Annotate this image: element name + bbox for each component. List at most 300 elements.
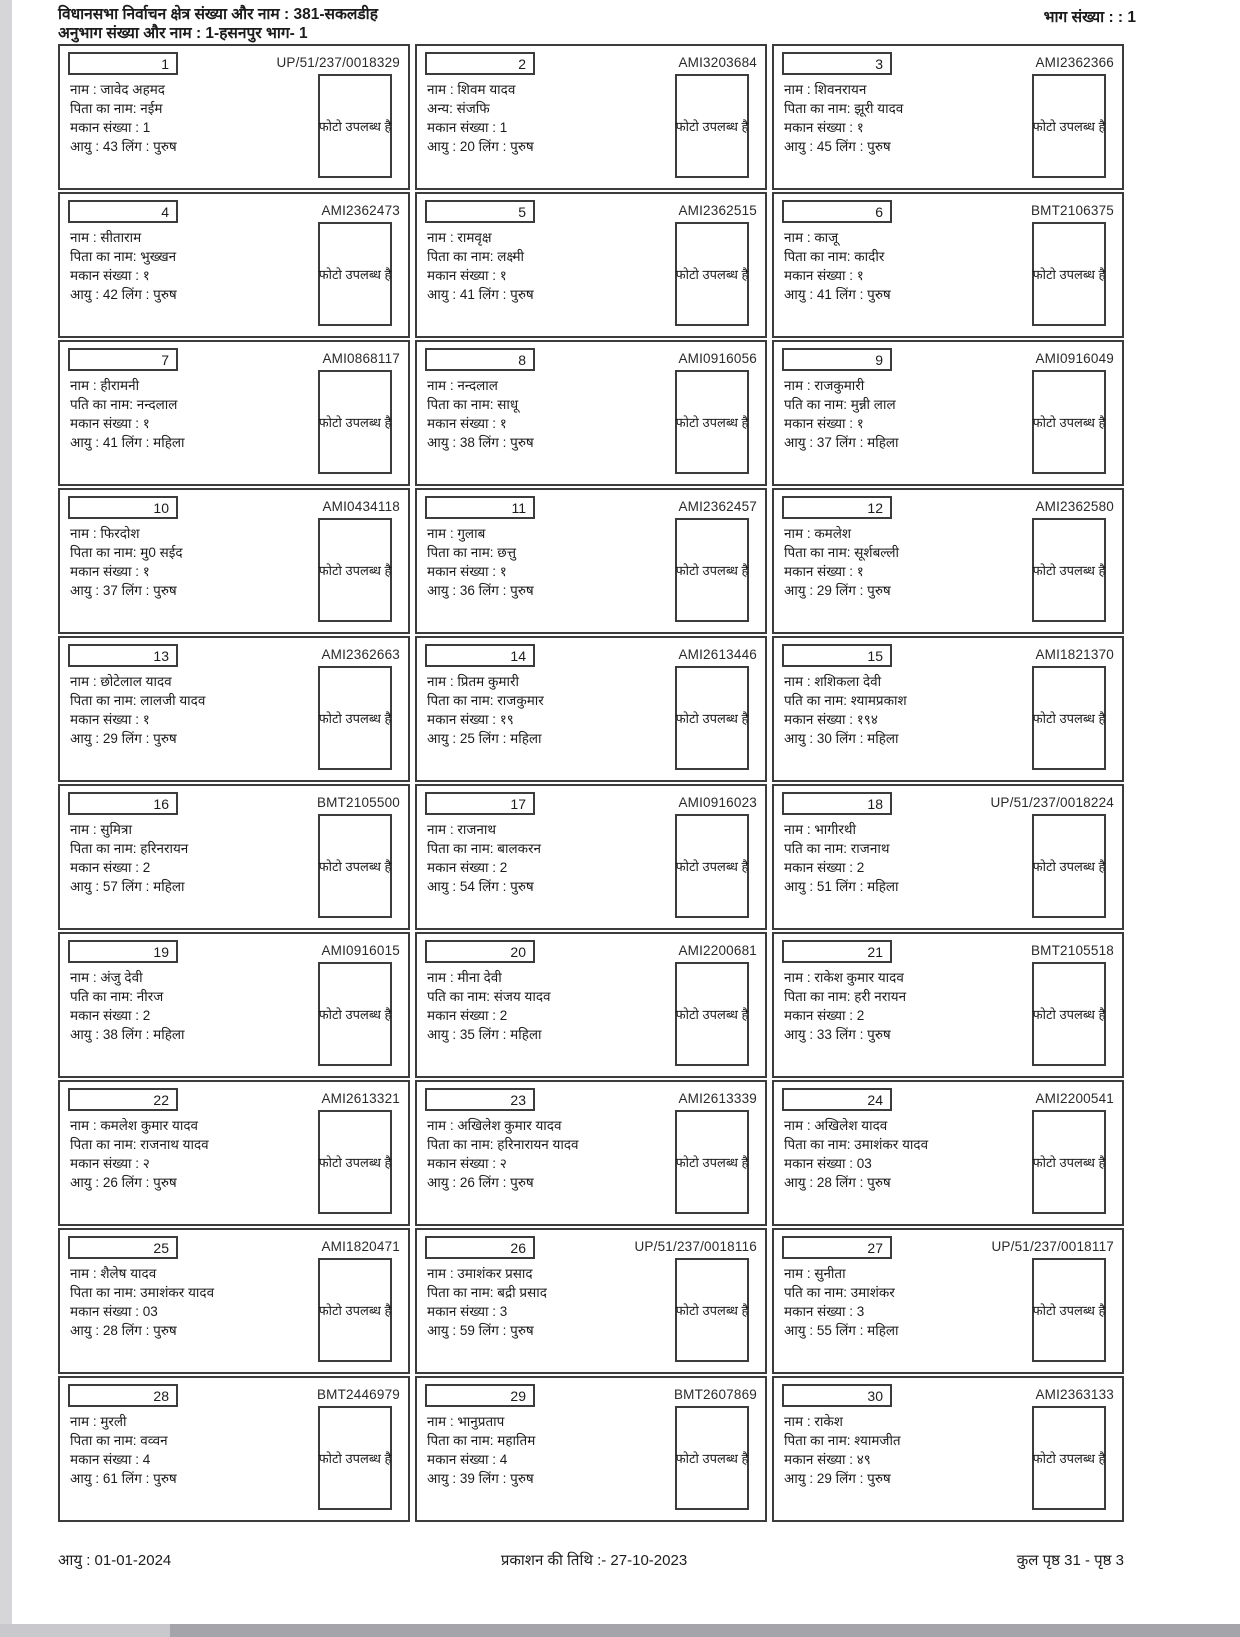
house-number: मकान संख्या : 2 xyxy=(70,860,151,875)
age-gender: आयु : 37 लिंग : पुरुष xyxy=(70,583,177,598)
voter-details xyxy=(784,968,1022,1044)
voter-id: AMI2200541 xyxy=(1035,1091,1114,1106)
footer-age-date: आयु : 01-01-2024 xyxy=(58,1552,172,1569)
photo-placeholder xyxy=(318,518,392,622)
voter-card xyxy=(772,636,1124,782)
voter-name: नाम : मीना देवी xyxy=(427,970,502,985)
voter-card xyxy=(772,192,1124,338)
voter-id: AMI2362366 xyxy=(1035,55,1114,70)
photo-placeholder xyxy=(318,1110,392,1214)
serial-number: 6 xyxy=(875,203,883,220)
serial-number: 25 xyxy=(153,1239,169,1256)
voter-details xyxy=(784,524,1022,600)
voter-id: AMI0916049 xyxy=(1035,351,1114,366)
photo-available-label: फोटो उपलब्ध है xyxy=(675,563,749,578)
serial-number: 10 xyxy=(153,499,169,516)
serial-number-box xyxy=(425,200,535,223)
voter-name: नाम : शिवम यादव xyxy=(427,82,516,97)
age-gender: आयु : 41 लिंग : महिला xyxy=(70,435,185,450)
serial-number: 16 xyxy=(153,795,169,812)
page-footer xyxy=(58,1550,1124,1570)
relation-name: पिता का नाम: मु0 सईद xyxy=(70,545,183,560)
relation-name: पिता का नाम: भुख्खन xyxy=(70,249,177,264)
photo-available-label: फोटो उपलब्ध है xyxy=(1032,711,1106,726)
voter-details xyxy=(784,80,1022,156)
photo-available-label: फोटो उपलब्ध है xyxy=(1032,563,1106,578)
serial-number: 3 xyxy=(875,55,883,72)
photo-placeholder xyxy=(1032,1110,1106,1214)
relation-name: पिता का नाम: हरिनरायन xyxy=(70,841,189,856)
relation-name: पिता का नाम: झूरी यादव xyxy=(784,101,904,116)
serial-number-box xyxy=(68,1236,178,1259)
serial-number: 8 xyxy=(518,351,526,368)
serial-number-box xyxy=(782,496,892,519)
age-gender: आयु : 51 लिंग : महिला xyxy=(784,879,899,894)
relation-name: पिता का नाम: छत्तु xyxy=(427,545,517,560)
part-number-label: भाग संख्या : : 1 xyxy=(1043,9,1136,26)
serial-number-box xyxy=(68,52,178,75)
serial-number: 4 xyxy=(161,203,169,220)
house-number: मकान संख्या : १९४ xyxy=(784,712,878,727)
age-gender: आयु : 36 लिंग : पुरुष xyxy=(427,583,534,598)
voter-details xyxy=(784,228,1022,304)
photo-placeholder xyxy=(1032,1258,1106,1362)
voter-id: AMI2613446 xyxy=(678,647,757,662)
age-gender: आयु : 29 लिंग : पुरुष xyxy=(70,731,177,746)
voter-id: AMI2362663 xyxy=(321,647,400,662)
photo-available-label: फोटो उपलब्ध है xyxy=(318,711,392,726)
voter-id: AMI2613339 xyxy=(678,1091,757,1106)
serial-number: 23 xyxy=(510,1091,526,1108)
house-number: मकान संख्या : १९ xyxy=(427,712,514,727)
voter-name: नाम : रामवृक्ष xyxy=(427,230,492,245)
serial-number-box xyxy=(68,940,178,963)
serial-number: 5 xyxy=(518,203,526,220)
relation-name: पति का नाम: नन्दलाल xyxy=(70,397,178,412)
age-gender: आयु : 43 लिंग : पुरुष xyxy=(70,139,177,154)
house-number: मकान संख्या : 03 xyxy=(784,1156,872,1171)
voter-name: नाम : फिरदोश xyxy=(70,526,140,541)
voter-name: नाम : मुरली xyxy=(70,1414,127,1429)
photo-placeholder xyxy=(318,1258,392,1362)
voter-id: AMI2362515 xyxy=(678,203,757,218)
voter-name: नाम : अखिलेश कुमार यादव xyxy=(427,1118,562,1133)
serial-number-box xyxy=(425,52,535,75)
voter-card xyxy=(415,488,767,634)
photo-available-label: फोटो उपलब्ध है xyxy=(675,415,749,430)
photo-placeholder xyxy=(1032,370,1106,474)
serial-number-box xyxy=(782,52,892,75)
scan-bottom-bar-artifact xyxy=(0,1624,1240,1637)
voter-card xyxy=(772,932,1124,1078)
photo-placeholder xyxy=(1032,1406,1106,1510)
age-gender: आयु : 30 लिंग : महिला xyxy=(784,731,899,746)
photo-available-label: फोटो उपलब्ध है xyxy=(318,563,392,578)
age-gender: आयु : 39 लिंग : पुरुष xyxy=(427,1471,534,1486)
serial-number-box xyxy=(425,1088,535,1111)
voter-details xyxy=(784,820,1022,896)
serial-number-box xyxy=(782,1384,892,1407)
voter-card xyxy=(415,1228,767,1374)
house-number: मकान संख्या : 1 xyxy=(70,120,151,135)
voter-name: नाम : शशिकला देवी xyxy=(784,674,882,689)
voter-details xyxy=(427,80,665,156)
voter-name: नाम : सुमित्रा xyxy=(70,822,132,837)
photo-available-label: फोटो उपलब्ध है xyxy=(675,1451,749,1466)
voter-details xyxy=(70,1412,308,1488)
serial-number-box xyxy=(68,644,178,667)
serial-number: 1 xyxy=(161,55,169,72)
photo-available-label: फोटो उपलब्ध है xyxy=(1032,859,1106,874)
house-number: मकान संख्या : २ xyxy=(427,1156,507,1171)
serial-number: 19 xyxy=(153,943,169,960)
photo-available-label: फोटो उपलब्ध है xyxy=(675,711,749,726)
photo-placeholder xyxy=(318,962,392,1066)
photo-placeholder xyxy=(1032,814,1106,918)
voter-id: AMI0916023 xyxy=(678,795,757,810)
photo-placeholder xyxy=(1032,74,1106,178)
voter-details xyxy=(427,1412,665,1488)
voter-name: नाम : उमाशंकर प्रसाद xyxy=(427,1266,533,1281)
voter-details xyxy=(427,820,665,896)
age-gender: आयु : 55 लिंग : महिला xyxy=(784,1323,899,1338)
house-number: मकान संख्या : 2 xyxy=(70,1008,151,1023)
photo-available-label: फोटो उपलब्ध है xyxy=(1032,119,1106,134)
voter-id: AMI0916056 xyxy=(678,351,757,366)
relation-name: पति का नाम: राजनाथ xyxy=(784,841,890,856)
age-gender: आयु : 37 लिंग : महिला xyxy=(784,435,899,450)
serial-number: 21 xyxy=(867,943,883,960)
voter-id: AMI1821370 xyxy=(1035,647,1114,662)
photo-available-label: फोटो उपलब्ध है xyxy=(1032,1007,1106,1022)
relation-name: पिता का नाम: बालकरन xyxy=(427,841,542,856)
voter-card xyxy=(58,44,410,190)
house-number: मकान संख्या : १ xyxy=(427,268,507,283)
voter-id: AMI0434118 xyxy=(322,499,400,514)
serial-number: 29 xyxy=(510,1387,526,1404)
photo-placeholder xyxy=(318,370,392,474)
voter-name: नाम : कमलेश xyxy=(784,526,852,541)
section-title: अनुभाग संख्या और नाम : 1-हसनपुर भाग- 1 xyxy=(58,25,308,42)
age-gender: आयु : 38 लिंग : पुरुष xyxy=(427,435,534,450)
voter-card xyxy=(415,192,767,338)
serial-number-box xyxy=(425,348,535,371)
voter-details xyxy=(70,1264,308,1340)
serial-number-box xyxy=(782,1236,892,1259)
voter-card xyxy=(415,44,767,190)
relation-name: पिता का नाम: लालजी यादव xyxy=(70,693,206,708)
voter-card xyxy=(772,44,1124,190)
voter-id: AMI2200681 xyxy=(678,943,757,958)
house-number: मकान संख्या : २ xyxy=(70,1156,150,1171)
age-gender: आयु : 42 लिंग : पुरुष xyxy=(70,287,177,302)
photo-available-label: फोटो उपलब्ध है xyxy=(318,1007,392,1022)
serial-number: 11 xyxy=(511,499,526,516)
voter-details xyxy=(784,376,1022,452)
voter-details xyxy=(70,968,308,1044)
photo-placeholder xyxy=(675,814,749,918)
voter-details xyxy=(784,1264,1022,1340)
voter-details xyxy=(427,376,665,452)
photo-available-label: फोटो उपलब्ध है xyxy=(318,1303,392,1318)
photo-available-label: फोटो उपलब्ध है xyxy=(318,415,392,430)
voter-id: UP/51/237/0018117 xyxy=(991,1239,1114,1254)
voter-name: नाम : प्रितम कुमारी xyxy=(427,674,519,689)
voter-card xyxy=(58,488,410,634)
voter-id: BMT2446979 xyxy=(316,1387,400,1402)
voter-name: नाम : सुनीता xyxy=(784,1266,846,1281)
voter-card xyxy=(58,192,410,338)
voter-id: AMI2362457 xyxy=(678,499,757,514)
age-gender: आयु : 29 लिंग : पुरुष xyxy=(784,583,891,598)
photo-available-label: फोटो उपलब्ध है xyxy=(675,267,749,282)
relation-name: पिता का नाम: श्यामजीत xyxy=(784,1433,901,1448)
age-gender: आयु : 45 लिंग : पुरुष xyxy=(784,139,891,154)
voter-id: UP/51/237/0018329 xyxy=(276,55,400,70)
voter-name: नाम : काजू xyxy=(784,230,839,245)
house-number: मकान संख्या : 2 xyxy=(427,860,508,875)
voter-name: नाम : कमलेश कुमार यादव xyxy=(70,1118,199,1133)
voter-details xyxy=(427,228,665,304)
voter-name: नाम : राकेश कुमार यादव xyxy=(784,970,904,985)
voter-id: AMI0868117 xyxy=(322,351,400,366)
relation-name: पति का नाम: मुन्नी लाल xyxy=(784,397,896,412)
age-gender: आयु : 59 लिंग : पुरुष xyxy=(427,1323,534,1338)
serial-number-box xyxy=(425,792,535,815)
serial-number: 30 xyxy=(867,1387,883,1404)
voter-details xyxy=(70,1116,308,1192)
house-number: मकान संख्या : 3 xyxy=(784,1304,865,1319)
voter-name: नाम : अखिलेश यादव xyxy=(784,1118,888,1133)
voter-id: BMT2607869 xyxy=(673,1387,757,1402)
house-number: मकान संख्या : १ xyxy=(784,416,864,431)
serial-number-box xyxy=(425,1384,535,1407)
photo-placeholder xyxy=(318,222,392,326)
photo-placeholder xyxy=(675,1406,749,1510)
serial-number-box xyxy=(425,1236,535,1259)
serial-number-box xyxy=(68,1384,178,1407)
house-number: मकान संख्या : १ xyxy=(427,564,507,579)
voter-name: नाम : राजकुमारी xyxy=(784,378,865,393)
page-header xyxy=(58,5,1140,43)
voter-card xyxy=(58,636,410,782)
photo-placeholder xyxy=(318,74,392,178)
serial-number: 12 xyxy=(867,499,883,516)
relation-name: पिता का नाम: हरी नरायन xyxy=(784,989,907,1004)
relation-name: पिता का नाम: लक्ष्मी xyxy=(427,249,525,264)
serial-number-box xyxy=(425,940,535,963)
serial-number: 24 xyxy=(867,1091,883,1108)
serial-number: 18 xyxy=(867,795,883,812)
house-number: मकान संख्या : 03 xyxy=(70,1304,158,1319)
voter-id: UP/51/237/0018116 xyxy=(634,1239,757,1254)
voter-id: AMI0916015 xyxy=(321,943,400,958)
photo-placeholder xyxy=(318,666,392,770)
house-number: मकान संख्या : 4 xyxy=(427,1452,508,1467)
voter-name: नाम : हीरामनी xyxy=(70,378,140,393)
voter-id: AMI2362473 xyxy=(321,203,400,218)
voter-name: नाम : अंजु देवी xyxy=(70,970,143,985)
voter-details xyxy=(70,672,308,748)
house-number: मकान संख्या : 3 xyxy=(427,1304,508,1319)
voter-name: नाम : भानुप्रताप xyxy=(427,1414,505,1429)
photo-placeholder xyxy=(675,962,749,1066)
photo-placeholder xyxy=(318,1406,392,1510)
age-gender: आयु : 29 लिंग : पुरुष xyxy=(784,1471,891,1486)
relation-name: पति का नाम: उमाशंकर xyxy=(784,1285,895,1300)
serial-number: 15 xyxy=(867,647,883,664)
relation-name: पिता का नाम: कादीर xyxy=(784,249,885,264)
voter-card xyxy=(772,340,1124,486)
photo-available-label: फोटो उपलब्ध है xyxy=(318,859,392,874)
voter-details xyxy=(784,1412,1022,1488)
photo-placeholder xyxy=(675,370,749,474)
relation-name: पिता का नाम: सूर्शबल्ली xyxy=(784,545,900,560)
voter-details xyxy=(427,672,665,748)
serial-number-box xyxy=(68,200,178,223)
voter-name: नाम : छोटेलाल यादव xyxy=(70,674,172,689)
voter-grid xyxy=(58,44,1124,1522)
voter-card xyxy=(415,636,767,782)
age-gender: आयु : 41 लिंग : पुरुष xyxy=(427,287,534,302)
photo-placeholder xyxy=(675,1110,749,1214)
photo-placeholder xyxy=(1032,666,1106,770)
voter-card xyxy=(58,932,410,1078)
age-gender: आयु : 20 लिंग : पुरुष xyxy=(427,139,534,154)
house-number: मकान संख्या : १ xyxy=(70,564,150,579)
photo-available-label: फोटो उपलब्ध है xyxy=(1032,1155,1106,1170)
voter-id: AMI3203684 xyxy=(678,55,757,70)
voter-card xyxy=(772,1080,1124,1226)
voter-details xyxy=(427,968,665,1044)
voter-name: नाम : शैलेष यादव xyxy=(70,1266,157,1281)
photo-available-label: फोटो उपलब्ध है xyxy=(675,1007,749,1022)
relation-name: पिता का नाम: महातिम xyxy=(427,1433,536,1448)
voter-card xyxy=(58,1376,410,1522)
relation-name: पिता का नाम: साधू xyxy=(427,397,519,412)
age-gender: आयु : 33 लिंग : पुरुष xyxy=(784,1027,891,1042)
relation-name: पति का नाम: संजय यादव xyxy=(427,989,551,1004)
voter-name: नाम : गुलाब xyxy=(427,526,486,541)
serial-number-box xyxy=(425,644,535,667)
photo-placeholder xyxy=(1032,962,1106,1066)
photo-available-label: फोटो उपलब्ध है xyxy=(675,1155,749,1170)
serial-number: 7 xyxy=(161,351,169,368)
voter-name: नाम : सीताराम xyxy=(70,230,142,245)
serial-number-box xyxy=(782,200,892,223)
voter-details xyxy=(70,524,308,600)
voter-details xyxy=(427,1116,665,1192)
photo-placeholder xyxy=(675,222,749,326)
voter-details xyxy=(70,80,308,156)
relation-name: पिता का नाम: नईम xyxy=(70,101,163,116)
serial-number: 17 xyxy=(510,795,526,812)
house-number: मकान संख्या : १ xyxy=(784,564,864,579)
constituency-title: विधानसभा निर्वाचन क्षेत्र संख्या और नाम : 381-सकलडीह xyxy=(58,6,378,23)
voter-id: BMT2106375 xyxy=(1030,203,1114,218)
age-gender: आयु : 25 लिंग : महिला xyxy=(427,731,542,746)
voter-details xyxy=(427,1264,665,1340)
photo-available-label: फोटो उपलब्ध है xyxy=(318,1451,392,1466)
house-number: मकान संख्या : १ xyxy=(427,416,507,431)
voter-details xyxy=(427,524,665,600)
age-gender: आयु : 28 लिंग : पुरुष xyxy=(784,1175,891,1190)
voter-card xyxy=(415,340,767,486)
relation-name: पिता का नाम: राजकुमार xyxy=(427,693,544,708)
house-number: मकान संख्या : 2 xyxy=(427,1008,508,1023)
relation-name: पिता का नाम: उमाशंकर यादव xyxy=(70,1285,215,1300)
age-gender: आयु : 35 लिंग : महिला xyxy=(427,1027,542,1042)
house-number: मकान संख्या : 4 xyxy=(70,1452,151,1467)
voter-name: नाम : जावेद अहमद xyxy=(70,82,165,97)
footer-page-count: कुल पृष्ठ 31 - पृष्ठ 3 xyxy=(1016,1552,1124,1569)
voter-name: नाम : राकेश xyxy=(784,1414,843,1429)
voter-details xyxy=(784,1116,1022,1192)
photo-available-label: फोटो उपलब्ध है xyxy=(318,267,392,282)
age-gender: आयु : 57 लिंग : महिला xyxy=(70,879,185,894)
photo-available-label: फोटो उपलब्ध है xyxy=(318,1155,392,1170)
voter-card xyxy=(58,1228,410,1374)
voter-id: AMI1820471 xyxy=(321,1239,400,1254)
age-gender: आयु : 54 लिंग : पुरुष xyxy=(427,879,534,894)
relation-name: पिता का नाम: वव्वन xyxy=(70,1433,168,1448)
age-gender: आयु : 41 लिंग : पुरुष xyxy=(784,287,891,302)
voter-card xyxy=(415,1376,767,1522)
photo-placeholder xyxy=(1032,518,1106,622)
serial-number-box xyxy=(68,792,178,815)
serial-number: 20 xyxy=(510,943,526,960)
voter-card xyxy=(58,784,410,930)
voter-card xyxy=(772,488,1124,634)
serial-number-box xyxy=(782,348,892,371)
relation-name: पति का नाम: श्यामप्रकाश xyxy=(784,693,907,708)
serial-number-box xyxy=(782,644,892,667)
serial-number-box xyxy=(782,940,892,963)
photo-placeholder xyxy=(675,518,749,622)
age-gender: आयु : 38 लिंग : महिला xyxy=(70,1027,185,1042)
house-number: मकान संख्या : 2 xyxy=(784,1008,865,1023)
serial-number: 14 xyxy=(510,647,526,664)
age-gender: आयु : 61 लिंग : पुरुष xyxy=(70,1471,177,1486)
voter-name: नाम : नन्दलाल xyxy=(427,378,498,393)
relation-name: अन्य: संजफि xyxy=(427,101,490,116)
house-number: मकान संख्या : 1 xyxy=(427,120,508,135)
photo-placeholder xyxy=(675,666,749,770)
voter-details xyxy=(70,228,308,304)
voter-card xyxy=(58,1080,410,1226)
voter-card xyxy=(772,1376,1124,1522)
voter-id: UP/51/237/0018224 xyxy=(990,795,1114,810)
relation-name: पिता का नाम: बद्री प्रसाद xyxy=(427,1285,547,1300)
photo-available-label: फोटो उपलब्ध है xyxy=(1032,415,1106,430)
photo-available-label: फोटो उपलब्ध है xyxy=(675,119,749,134)
voter-id: AMI2362580 xyxy=(1035,499,1114,514)
age-gender: आयु : 26 लिंग : पुरुष xyxy=(70,1175,177,1190)
voter-id: BMT2105518 xyxy=(1030,943,1114,958)
voter-details xyxy=(784,672,1022,748)
voter-id: AMI2613321 xyxy=(321,1091,400,1106)
photo-placeholder xyxy=(675,74,749,178)
serial-number-box xyxy=(68,348,178,371)
voter-card xyxy=(415,932,767,1078)
house-number: मकान संख्या : १ xyxy=(70,712,150,727)
serial-number: 26 xyxy=(510,1239,526,1256)
house-number: मकान संख्या : १ xyxy=(70,268,150,283)
voter-card xyxy=(58,340,410,486)
scan-edge-artifact xyxy=(0,0,12,1637)
voter-name: नाम : शिवनरायन xyxy=(784,82,867,97)
voter-name: नाम : राजनाथ xyxy=(427,822,496,837)
